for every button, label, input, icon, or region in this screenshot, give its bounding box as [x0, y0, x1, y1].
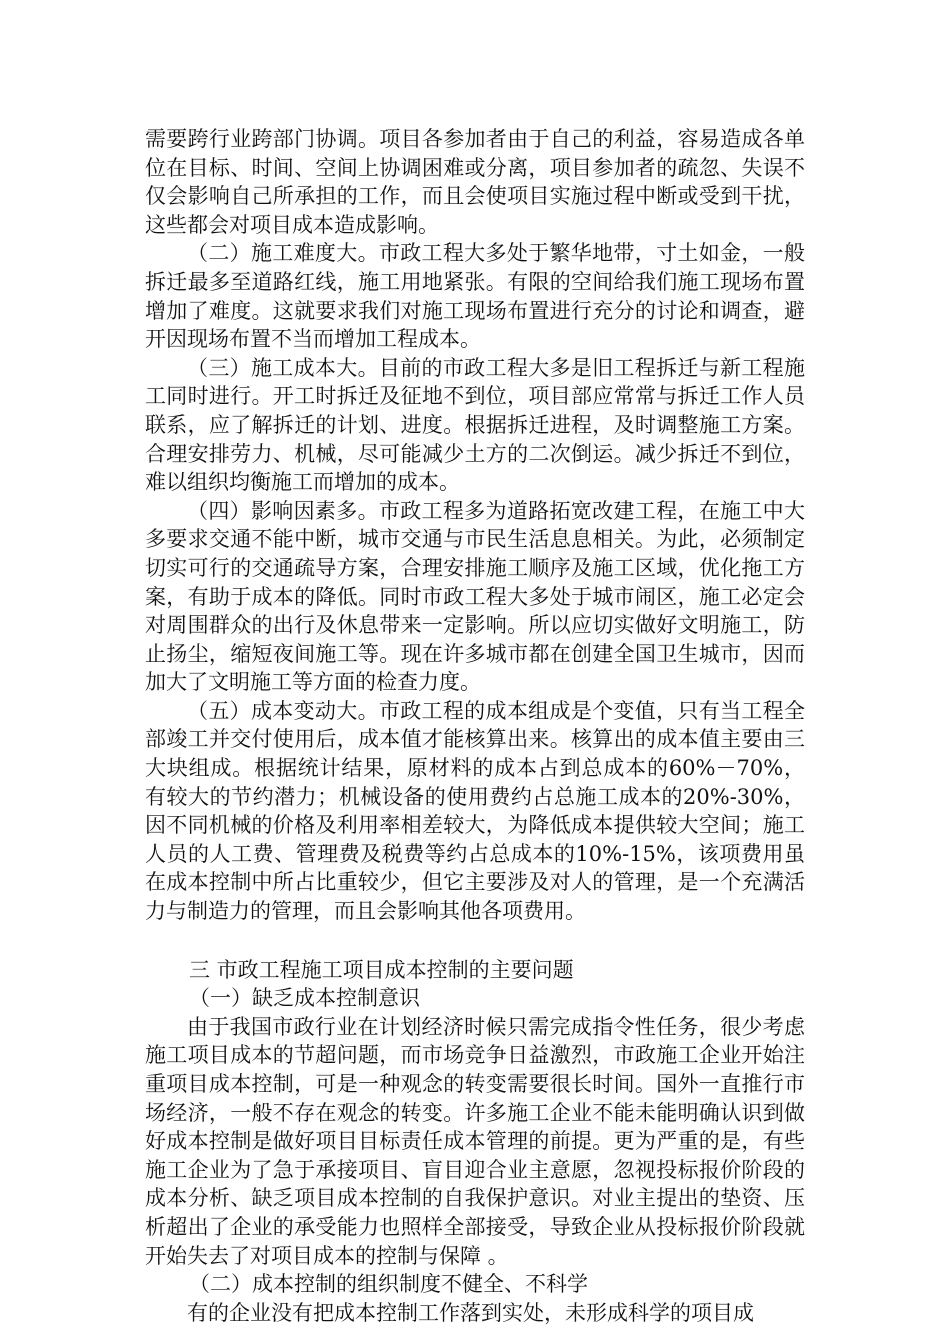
- paragraph-construction-cost: （三）施工成本大。目前的市政工程大多是旧工程拆迁与新工程施工同时进行。开工时拆迁及征地不到位，项目部应常常与拆迁工作人员联系，应了解拆迁的计划、进度。根据拆迁进程，及时调整施工方案。合理安排劳力、机械，尽可能减少土方的二次倒运。减少拆迁不到位，难以组织均衡施工而增加的成本。: [145, 355, 805, 495]
- paragraph-cost-variation: （五）成本变动大。市政工程的成本组成是个变值，只有当工程全部竣工并交付使用后，成本值才能核算出来。核算出的成本值主要由三大块组成。根据统计结果，原材料的成本占到总成本的60%－70%，有较大的节约潜力；机械设备的使用费约占总施工成本的20%-30%，因不同机械的价格及利用率相差较大，为降低成本提供较大空间；施工人员的人工费、管理费及税费等约占总成本的10%-15%，该项费用虽在成本控制中所占比重较少，但它主要涉及对人的管理，是一个充满活力与制造力的管理，而且会影响其他各项费用。: [145, 698, 805, 924]
- section-heading: 三 市政工程施工项目成本控制的主要问题: [189, 957, 574, 982]
- paragraph-cost-awareness: 由于我国市政行业在计划经济时候只需完成指令性任务，很少考虑施工项目成本的节超问题，而市场竞争日益激烈，市政施工企业开始注重项目成本控制，可是一种观念的转变需要很长时间。国外一直推行市场经济，一般不存在观念的转变。许多施工企业不能未能明确认识到做好成本控制是做好项目目标责任成本管理的前提。更为严重的是，有些施工企业为了急于承接项目、盲目迎合业主意愿，忽视投标报价阶段的成本分析、缺乏项目成本控制的自我保护意识。对业主提出的垫资、压析超出了企业的承受能力也照样全部接受，导致企业从投标报价阶段就开始失去了对项目成本的控制与保障 。: [145, 1014, 805, 1268]
- paragraph-construction-difficulty: （二）施工难度大。市政工程大多处于繁华地带，寸土如金，一般拆迁最多至道路红线，施工用地紧张。有限的空间给我们施工现场布置增加了难度。这就要求我们对施工现场布置进行充分的讨论和调查，避开因现场布置不当而增加工程成本。: [145, 241, 805, 352]
- paragraph-influence-factors: （四）影响因素多。市政工程多为道路拓宽改建工程，在施工中大多要求交通不能中断，城市交通与市民生活息息相关。为此，必须制定切实可行的交通疏导方案，合理安排施工顺序及施工区域，优化拖工方案，有助于成本的降低。同时市政工程大多处于城市闹区，施工必定会对周围群众的出行及休息带来一定影响。所以应切实做好文明施工，防止扬尘，缩短夜间施工等。现在许多城市都在创建全国卫生城市，因而加大了文明施工等方面的检查力度。: [145, 498, 805, 695]
- paragraph-continued: 需要跨行业跨部门协调。项目各参加者由于自己的利益，容易造成各单位在目标、时间、空间上协调困难或分离，项目参加者的疏忽、失误不仅会影响自己所承担的工作，而且会使项目实施过程中断或受到干扰，这些都会对项目成本造成影响。: [145, 127, 805, 237]
- section-spacer: [145, 926, 805, 956]
- document-page: [145, 125, 805, 1327]
- paragraph-organization-system: 有的企业没有把成本控制工作落到实处，未形成科学的项目成: [187, 1300, 754, 1325]
- subheading-organization-system: （二）成本控制的组织制度不健全、不科学: [189, 1272, 588, 1297]
- subheading-cost-awareness: （一）缺乏成本控制意识: [189, 986, 420, 1011]
